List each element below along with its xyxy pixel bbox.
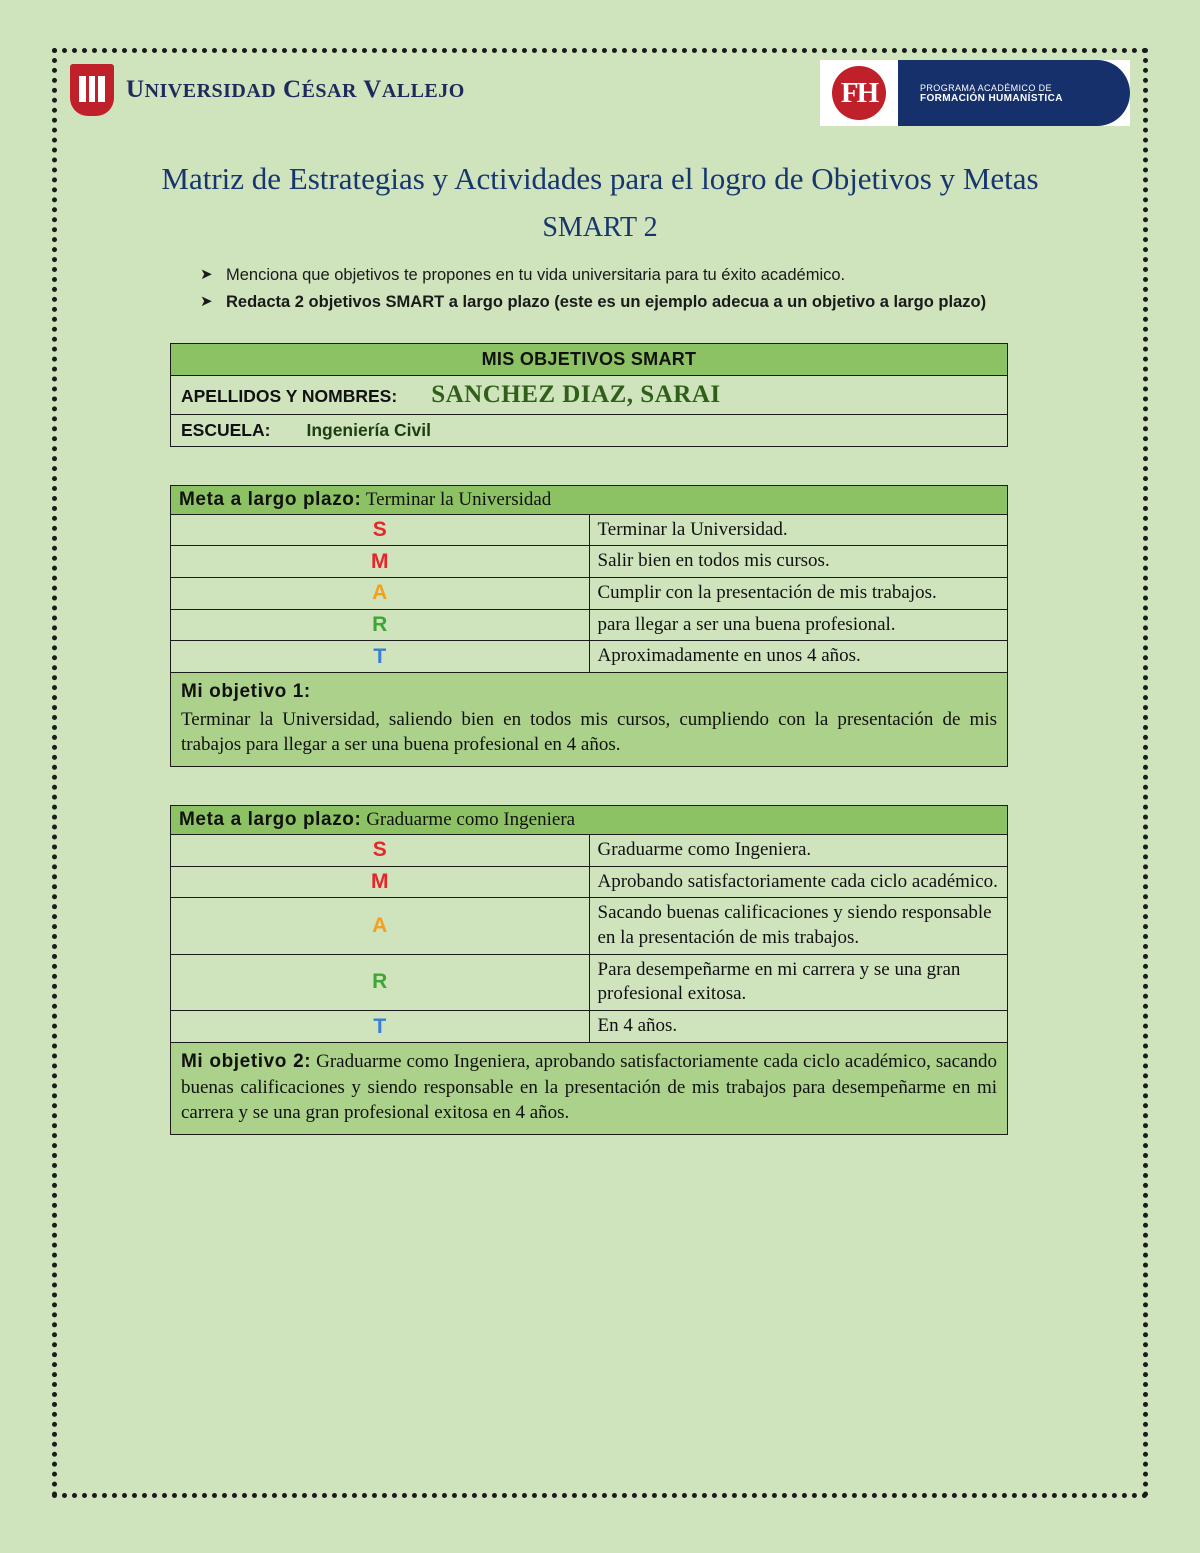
smart-text-t: Aproximadamente en unos 4 años. bbox=[589, 641, 1008, 673]
objective-cell-1 bbox=[171, 673, 1008, 767]
student-name-label: APELLIDOS Y NOMBRES: bbox=[181, 385, 398, 406]
fh-monogram-icon bbox=[820, 60, 898, 126]
smart-letter-a: A bbox=[171, 578, 590, 610]
info-table-header: MIS OBJETIVOS SMART bbox=[171, 343, 1008, 375]
smart-text-m: Salir bien en todos mis cursos. bbox=[589, 546, 1008, 578]
smart-text-r: para llegar a ser una buena profesional. bbox=[589, 609, 1008, 641]
smart-text-t: En 4 años. bbox=[589, 1011, 1008, 1043]
list-item bbox=[200, 291, 1130, 315]
smart-text-r: Para desempeñarme en mi carrera y se una gran profesional exitosa. bbox=[589, 954, 1008, 1010]
table-row bbox=[171, 806, 1008, 835]
program-badge bbox=[820, 60, 1130, 126]
student-info-table bbox=[170, 343, 1008, 447]
table-row bbox=[171, 954, 1008, 1010]
school-label: ESCUELA: bbox=[181, 419, 271, 440]
smart-letter-s: S bbox=[171, 835, 590, 867]
smart-text-a: Sacando buenas calificaciones y siendo responsable en la presentación de mis trabajos. bbox=[589, 898, 1008, 954]
goal-label: Meta a largo plazo: bbox=[179, 809, 362, 831]
objective-text: Terminar la Universidad, saliendo bien en todos mis cursos, cumpliendo con la presentación de mis trabajos para llegar a ser una buena profesional en 4 años. bbox=[181, 708, 997, 756]
objective-text: Graduarme como Ingeniera, aprobando satisfactoriamente cada ciclo académico, sacando buenas calificaciones y siendo responsable en la presentación de mis trabajos para desempeñarme en mi carrera y se una gran profesional exitosa en 4 años. bbox=[181, 1050, 998, 1124]
document-content bbox=[70, 60, 1130, 1135]
smart-letter-a: A bbox=[171, 898, 590, 954]
smart-letter-m: M bbox=[171, 546, 590, 578]
table-row bbox=[171, 343, 1008, 375]
program-badge-line2: FORMACIÓN HUMANÍSTICA bbox=[920, 92, 1063, 104]
table-row bbox=[171, 673, 1008, 767]
smart-letter-m: M bbox=[171, 866, 590, 898]
objective-cell-2 bbox=[171, 1042, 1008, 1134]
list-item bbox=[200, 264, 1130, 288]
smart-letter-r: R bbox=[171, 609, 590, 641]
instruction-text: Redacta 2 objetivos SMART a largo plazo (este es un ejemplo adecua a un objetivo a largo plazo) bbox=[226, 292, 987, 311]
goal-text: Terminar la Universidad bbox=[365, 488, 552, 510]
program-badge-line1: PROGRAMA ACADÉMICO DE bbox=[920, 82, 1052, 93]
smart-letter-t: T bbox=[171, 1011, 590, 1043]
page-title: Matriz de Estrategias y Actividades para el logro de Objetivos y Metas bbox=[161, 161, 1039, 196]
table-row bbox=[171, 609, 1008, 641]
fh-initials: FH bbox=[832, 66, 886, 120]
table-row bbox=[171, 578, 1008, 610]
instruction-text: Menciona que objetivos te propones en tu vida universitaria para tu éxito académico. bbox=[226, 265, 846, 284]
table-row bbox=[171, 866, 1008, 898]
document-header bbox=[70, 60, 1130, 140]
goal-label: Meta a largo plazo: bbox=[179, 488, 362, 510]
goal-cell bbox=[171, 485, 1008, 514]
smart-letter-t: T bbox=[171, 641, 590, 673]
ucv-shield-icon bbox=[70, 64, 114, 116]
smart-text-a: Cumplir con la presentación de mis trabajos. bbox=[589, 578, 1008, 610]
program-badge-band bbox=[898, 60, 1130, 126]
arrow-bullet-icon: ➤ bbox=[200, 292, 213, 310]
instructions-list bbox=[70, 264, 1130, 315]
table-row bbox=[171, 641, 1008, 673]
smart-table-2 bbox=[170, 805, 1008, 1135]
goal-cell bbox=[171, 806, 1008, 835]
table-row bbox=[171, 898, 1008, 954]
table-row bbox=[171, 546, 1008, 578]
smart-text-s: Terminar la Universidad. bbox=[589, 514, 1008, 546]
school-value: Ingeniería Civil bbox=[306, 419, 431, 440]
objective-title: Mi objetivo 2: bbox=[181, 1050, 312, 1072]
objective-title: Mi objetivo 1: bbox=[181, 681, 311, 703]
smart-text-m: Aprobando satisfactoriamente cada ciclo académico. bbox=[589, 866, 1008, 898]
university-logo bbox=[70, 64, 465, 116]
table-row bbox=[171, 514, 1008, 546]
table-row bbox=[171, 835, 1008, 867]
table-row bbox=[171, 1011, 1008, 1043]
table-row bbox=[171, 485, 1008, 514]
student-name-cell bbox=[171, 375, 1008, 414]
school-cell bbox=[171, 414, 1008, 446]
table-row bbox=[171, 375, 1008, 414]
student-name-value: SANCHEZ DIAZ, SARAI bbox=[431, 380, 721, 408]
page-subtitle: SMART 2 bbox=[542, 211, 658, 243]
smart-letter-r: R bbox=[171, 954, 590, 1010]
arrow-bullet-icon: ➤ bbox=[200, 265, 213, 283]
table-row bbox=[171, 1042, 1008, 1134]
smart-text-s: Graduarme como Ingeniera. bbox=[589, 835, 1008, 867]
goal-text: Graduarme como Ingeniera bbox=[366, 809, 576, 831]
smart-letter-s: S bbox=[171, 514, 590, 546]
university-name: UNIVERSIDAD CÉSAR VALLEJO bbox=[126, 76, 465, 103]
smart-table-1 bbox=[170, 485, 1008, 767]
table-row bbox=[171, 414, 1008, 446]
